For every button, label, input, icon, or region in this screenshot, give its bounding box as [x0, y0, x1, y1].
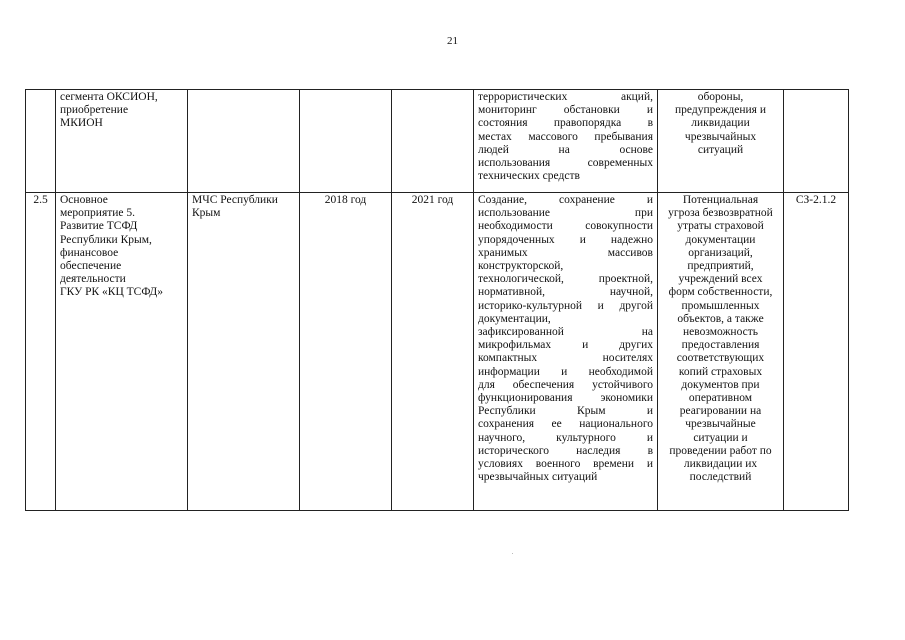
code-cell [784, 90, 849, 193]
text-line: историко-культурной и другой [478, 299, 653, 312]
text-line: ликвидации их [683, 458, 758, 471]
text-line: компактных носителях [478, 352, 653, 365]
row-number-cell: 2.5 [26, 193, 56, 511]
text-line: организаций, [688, 246, 753, 259]
text-line: МКИОН [60, 117, 103, 130]
text-line: сегмента ОКСИОН, [60, 91, 158, 103]
text-line: местах массового пребывания [478, 130, 653, 143]
end-year-cell: 2021 год [392, 193, 474, 511]
text-line: Республики Крым и [478, 405, 653, 418]
text-line: использования современных [478, 157, 653, 170]
text-line: Потенциальная [682, 194, 759, 206]
description-cell [474, 193, 658, 511]
end-year-cell [392, 90, 474, 193]
text-line: упорядоченных и надежно [478, 233, 653, 246]
consequences-cell [658, 193, 784, 511]
text-line: чрезвычайные [685, 418, 756, 431]
executor-cell [188, 193, 300, 511]
text-line: для обеспечения устойчивого [478, 378, 653, 391]
text-line: людей на основе [478, 143, 653, 156]
text-line: хранимых массивов [478, 246, 653, 259]
executor-cell [188, 90, 300, 193]
text-line: микрофильмах и других [478, 339, 653, 352]
text-line: предоставления [681, 339, 760, 352]
table-row [26, 193, 849, 511]
scan-speck [512, 553, 513, 554]
text-line: состояния правопорядка в [478, 117, 653, 130]
text-line: ситуаций [697, 143, 744, 156]
text-line: исторического наследия в [478, 444, 653, 457]
activity-cell [56, 90, 188, 193]
text-line: террористических акций, [478, 91, 653, 103]
text-line: Республики Крым, [60, 233, 152, 246]
text-line: функционирования экономики [478, 392, 653, 405]
text-line: обороны, [697, 91, 744, 103]
text-line: утраты страховой [677, 220, 764, 233]
text-line: документации, [478, 312, 551, 325]
text-line: объектов, а также [677, 312, 764, 325]
text-line: невозможность [683, 326, 758, 339]
measures-table [25, 89, 849, 511]
text-line: зафиксированной на [478, 326, 653, 339]
text-line: обеспечение [60, 260, 122, 273]
text-line: промышленных [681, 299, 760, 312]
text-line: необходимости совокупности [478, 220, 653, 233]
row-number-cell [26, 90, 56, 193]
text-line: соответствующих [676, 352, 765, 365]
text-line: сохранения ее национального [478, 418, 653, 431]
text-line: приобретение [60, 104, 129, 117]
text-line: предприятий, [687, 260, 754, 273]
text-line: Крым [192, 207, 221, 220]
text-line: Развитие ТСФД [60, 220, 138, 233]
text-line: ликвидации [691, 117, 750, 130]
page-number: 21 [447, 35, 458, 47]
text-line: копий страховых [678, 365, 763, 378]
text-line: технических средств [478, 170, 580, 183]
text-line: оперативном [688, 392, 753, 405]
text-line: проведении работ по [669, 444, 772, 457]
consequences-cell [658, 90, 784, 193]
text-line: деятельности [60, 273, 126, 286]
text-line: мониторинг обстановки и [478, 104, 653, 117]
code-cell: СЗ-2.1.2 [784, 193, 849, 511]
text-line: документации [685, 233, 756, 246]
text-line: документов при [681, 378, 760, 391]
text-line: последствий [689, 471, 752, 484]
text-line: чрезвычайных ситуаций [478, 471, 598, 484]
text-line: конструкторской, [478, 260, 564, 273]
text-line: научного, культурного и [478, 431, 653, 444]
description-cell [474, 90, 658, 193]
text-line: использование при [478, 207, 653, 220]
text-line: Создание, сохранение и [478, 194, 653, 206]
text-line: финансовое [60, 246, 119, 259]
start-year-cell: 2018 год [300, 193, 392, 511]
text-line: информации и необходимой [478, 365, 653, 378]
text-line: угроза безвозвратной [668, 207, 773, 220]
text-line: предупреждения и [675, 104, 766, 117]
text-line: условиях военного времени и [478, 458, 653, 471]
text-line: МЧС Республики [192, 194, 278, 206]
text-line: форм собственности, [668, 286, 773, 299]
start-year-cell [300, 90, 392, 193]
text-line: ГКУ РК «КЦ ТСФД» [60, 286, 164, 299]
text-line: учреждений всех [678, 273, 763, 286]
text-line: мероприятие 5. [60, 207, 136, 220]
text-line: чрезвычайных [684, 130, 757, 143]
text-line: технологической, проектной, [478, 273, 653, 286]
activity-cell [56, 193, 188, 511]
text-line: ситуации и [693, 431, 748, 444]
table-row [26, 90, 849, 193]
text-line: нормативной, научной, [478, 286, 653, 299]
text-line: реагировании на [679, 405, 762, 418]
text-line: Основное [60, 194, 108, 206]
